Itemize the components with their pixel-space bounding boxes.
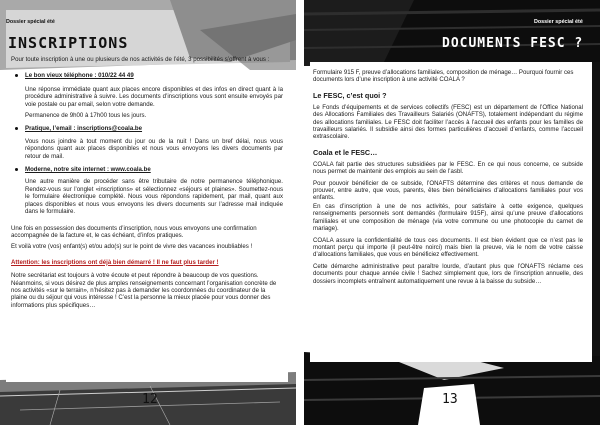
page-title: INSCRIPTIONS bbox=[8, 34, 129, 52]
confirmation-text: Une fois en possession des documents d’inscription, nous vous envoyons une confirmation accompagnée de la facture et, le cas échéant, d’infos pratiques. bbox=[11, 224, 257, 239]
option-heading: Le bon vieux téléphone : 010/22 44 49 bbox=[25, 72, 134, 80]
option-body: Une réponse immédiate quant aux places encore disponibles et des infos en direct quant à la procédure administrative à suivre. Les documents d’inscriptions vous sont ensuite envoyés par voie postale ou par email, selon votre demande. bbox=[25, 85, 283, 108]
section-heading-coala: Coala et le FESC… bbox=[313, 147, 378, 157]
intro-text: Pour toute inscription à une ou plusieurs de nos activités de l’été, 3 possibilités s’offrent à vous : bbox=[11, 56, 270, 63]
option-email bbox=[11, 125, 283, 160]
warning-text: Attention: les inscriptions ont déjà bien démarré ! Il ne faut plus tarder ! bbox=[11, 258, 219, 266]
bullet-dot-icon bbox=[15, 168, 18, 171]
right-page bbox=[304, 0, 600, 425]
bullet-dot-icon bbox=[15, 74, 18, 77]
option-body: Vous nous joindre à tout moment du jour ou de la nuit ! Dans un bref délai, nous vous répondons quant aux places disponibles et nous vous envoyons les divers documents par retour de mail. bbox=[25, 137, 283, 160]
section-label: Dossier spécial été bbox=[6, 19, 55, 25]
bullet-dot-icon bbox=[15, 127, 18, 130]
option-phone bbox=[11, 72, 283, 119]
coala-text-3: En cas d’inscription à une de nos activités, pour satisfaire à cette exigence, quelques renseignements personnels sont demandés (formulaire 915F), ainsi qu’une preuve d’allocations familiales et une composition de ménage (via votre commune ou une photocopie du carnet de mariage). bbox=[313, 202, 583, 233]
intro-text: Formulaire 915 F, preuve d’allocations familiales, composition de ménage… Pourquoi fournir ces documents lors d’une inscription à une activité COALA ? bbox=[313, 69, 574, 84]
left-body bbox=[11, 56, 283, 309]
coala-text-5: Cette démarche administrative peut paraître lourde, d’autant plus que l’ONAFTS réclame ces documents pour chaque année civile ! Sachez simplement que, lors de l’inscription annuelle, des dossiers incomplets entraînent automatiquement une revue à la baisse du subside… bbox=[313, 262, 583, 285]
fesc-description: Le Fonds d’équipements et de services collectifs (FESC) est un département de l’Office National des Allocations Familiales des Travailleurs Salariés (ONAFTS), totalement indépendant du régime des allocations familiales. Le FESC doit faciliter l’accès à l’accueil des enfants pour les familles de travailleurs salariés. Il subsidie ainsi des formes particulières d’accueil d’enfants, comme l’accueil extrascolaire. bbox=[313, 103, 583, 141]
option-hours: Permanence de 9h00 à 17h00 tous les jours. bbox=[25, 112, 147, 120]
right-body bbox=[313, 69, 583, 285]
option-body: Une autre manière de procéder sans être tributaire de notre permanence téléphonique. Rendez-vous sur l’onglet «inscriptions» et sélectionnez «séjours et plaines». Soumettez-nous le formulaire électronique complété. Nous vous répondons rapidement, par mail, quant aux places disponibles et nous vous envoyons les divers documents sur l’adresse mail indiquée dans le formulaire. bbox=[25, 178, 283, 216]
page-number: 12 bbox=[142, 392, 158, 407]
option-heading: Pratique, l’email : inscriptions@coala.be bbox=[25, 125, 143, 133]
page-number: 13 bbox=[442, 392, 458, 407]
option-website bbox=[11, 166, 283, 215]
option-heading: Moderne, notre site internet : www.coala.be bbox=[25, 166, 151, 174]
section-label: Dossier spécial été bbox=[534, 19, 583, 25]
secretariat-text: Notre secrétariat est toujours à votre écoute et peut répondre à beaucoup de vos questions. Néanmoins, si vous désirez de plus amples renseignements concernant l’organisation concrète de nos activités «sur le terrain», n’hésitez pas à demander les coordonnées du coordinateur de la plaine ou du séjour qui vous intéresse ! C’est la personne la mieux placée pour vous donner des informations plus spécifiques… bbox=[11, 272, 277, 309]
page-title: DOCUMENTS FESC ? bbox=[442, 36, 584, 51]
page-gutter bbox=[296, 0, 304, 425]
section-heading-fesc: Le FESC, c’est quoi ? bbox=[313, 90, 387, 100]
closing-text: Et voilà votre (vos) enfant(s) et/ou ado(s) sur le point de vivre des vacances inoubliables ! bbox=[11, 243, 253, 251]
options-list bbox=[11, 72, 283, 215]
coala-text-4: COALA assure la confidentialité de tous ces documents. Il est bien évident que ce n’est pas le montant perçu qui importe (il peut-être noirci) mais bien la preuve, via le nom de votre caisse d’allocations familiales, que vous en bénéficiez effectivement. bbox=[313, 236, 583, 259]
left-page bbox=[0, 0, 296, 425]
coala-text-2: Pour pouvoir bénéficier de ce subside, l’ONAFTS détermine des critères et nous demande de prouver, entre autre, que vous, parents, êtes bien bénéficiaires d’allocations familiales pour vos enfants. bbox=[313, 179, 583, 202]
coala-text-1: COALA fait partie des structures subsidiées par le FESC. En ce qui nous concerne, ce subside nous permet de maintenir des emplois au sein de l’asbl. bbox=[313, 160, 583, 176]
